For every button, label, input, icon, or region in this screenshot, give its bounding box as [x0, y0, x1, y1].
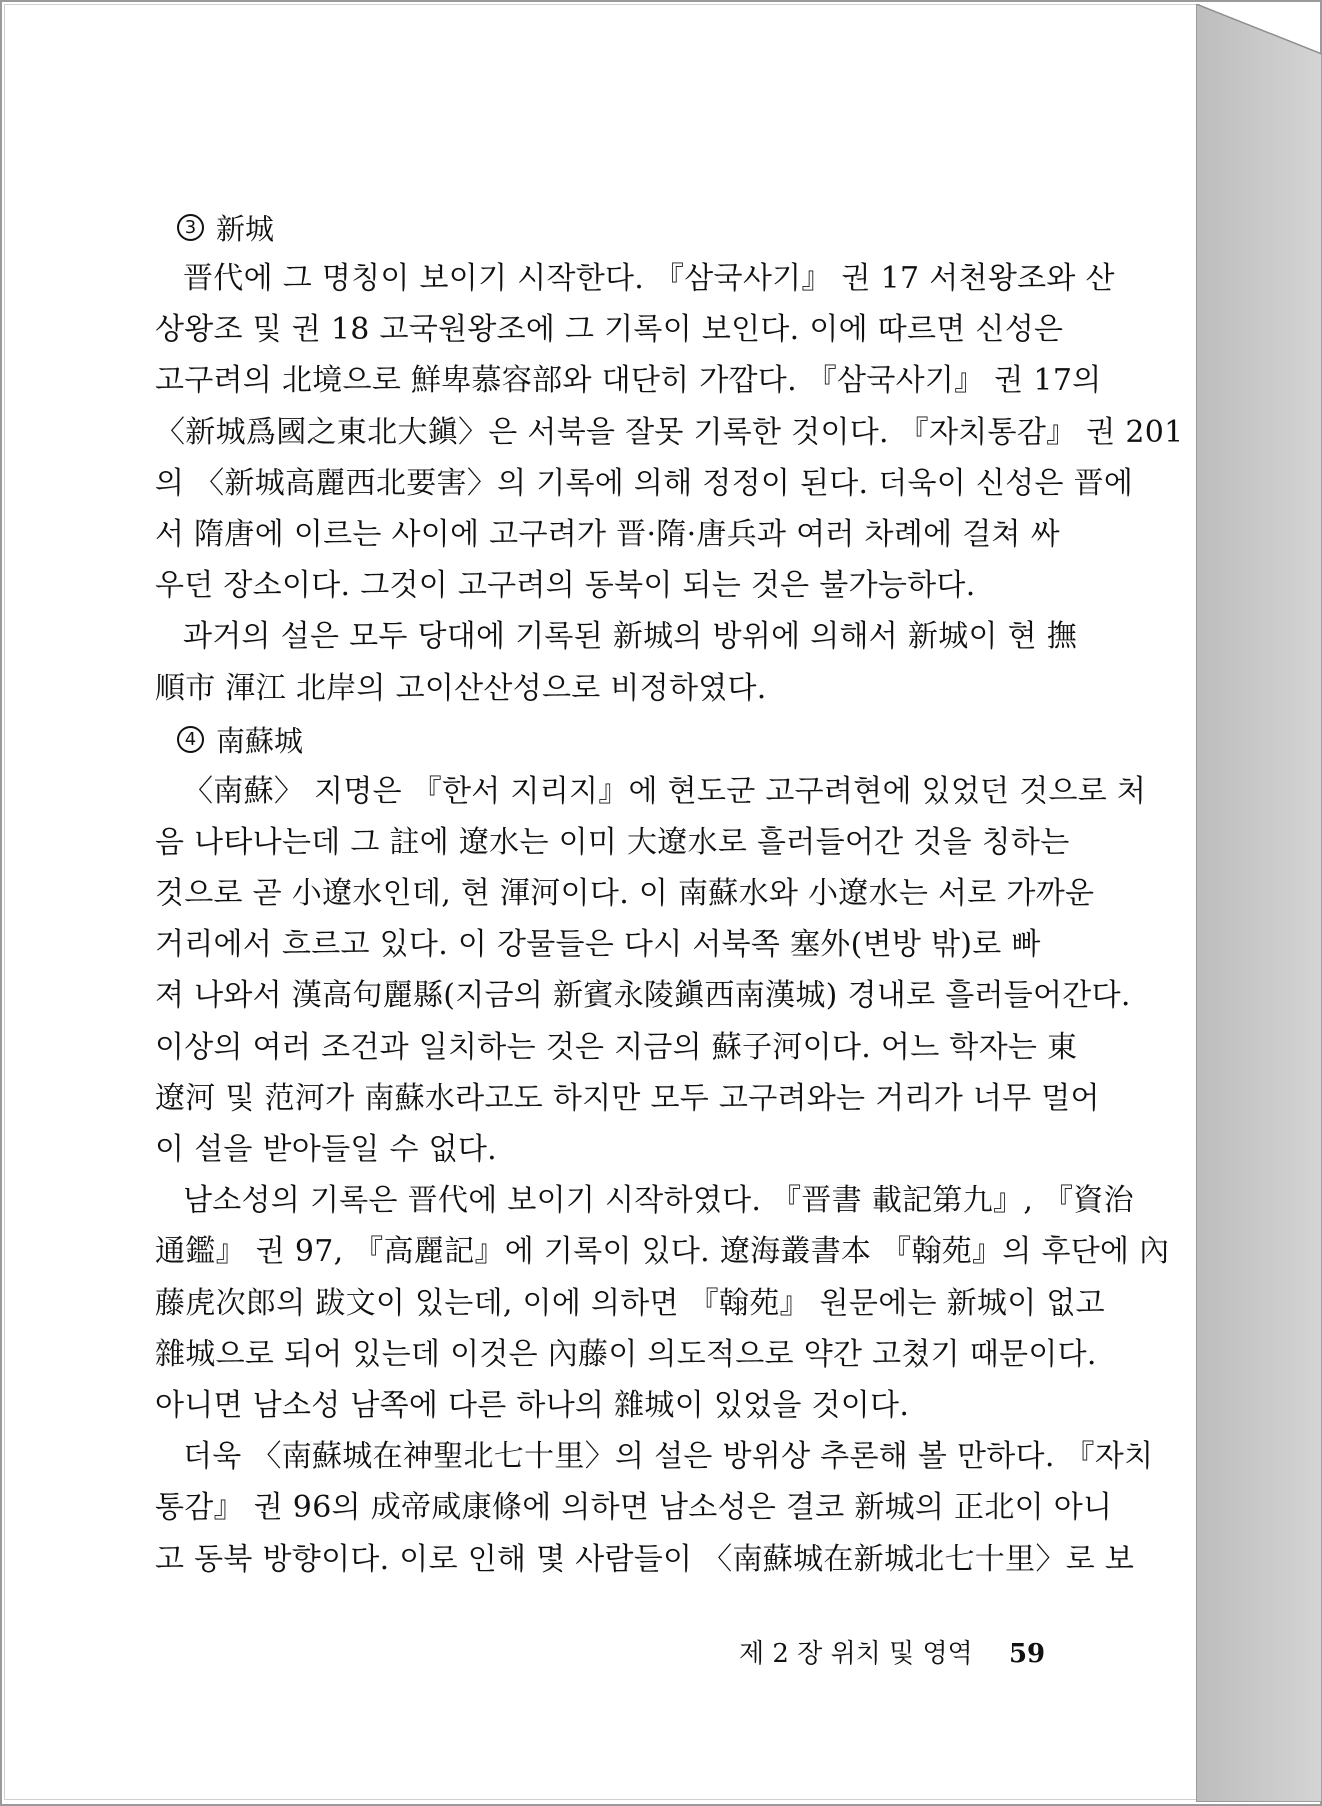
text-line: 고구려의 北境으로 鮮卑慕容部와 대단히 가깝다. 『삼국사기』 권 17의	[155, 363, 1102, 399]
section-heading-3	[177, 201, 1055, 253]
section-heading-4	[177, 714, 1055, 766]
text-line: 음 나타나는데 그 註에 遼水는 이미 大遼水로 흘러들어간 것을 칭하는	[155, 824, 1070, 860]
text-line: 우던 장소이다. 그것이 고구려의 동북이 되는 것은 불가능하다.	[155, 568, 976, 604]
text-line: 더욱 〈南蘇城在神聖北七十里〉의 설은 방위상 추론해 볼 만하다. 『자치	[183, 1439, 1154, 1475]
page-content	[155, 201, 1184, 1585]
text-line: 이상의 여러 조건과 일치하는 것은 지금의 蘇子河이다. 어느 학자는 東	[155, 1029, 1078, 1065]
text-line: 남소성의 기록은 晋代에 보이기 시작하였다. 『晋書 載記第九』, 『資治	[183, 1183, 1134, 1219]
book-page	[4, 4, 1200, 1800]
chapter-label: 제 2 장 위치 및 영역	[739, 1639, 973, 1669]
text-line: 것으로 곧 小遼水인데, 현 渾河이다. 이 南蘇水와 小遼水는 서로 가까운	[155, 876, 1095, 912]
text-line: 이 설을 받아들일 수 없다.	[155, 1132, 497, 1167]
text-line: 상왕조 및 권 18 고국원왕조에 그 기록이 보인다. 이에 따르면 신성은	[155, 312, 1064, 348]
text-line: 과거의 설은 모두 당대에 기록된 新城의 방위에 의해서 新城이 현 撫	[183, 619, 1078, 655]
text-line: 雜城으로 되어 있는데 이것은 內藤이 의도적으로 약간 고쳤기 때문이다.	[155, 1336, 1097, 1372]
text-line: 順市 渾江 北岸의 고이산산성으로 비정하였다.	[155, 670, 767, 706]
book-side-edge	[1196, 4, 1322, 1802]
text-line: 〈南蘇〉 지명은 『한서 지리지』에 현도군 고구려현에 있었던 것으로 처	[183, 773, 1147, 809]
circled-number: 4	[177, 726, 204, 753]
text-line: 통감』 권 96의 成帝咸康條에 의하면 남소성은 결코 新城의 正北이 아니	[155, 1490, 1113, 1526]
section-title: 新城	[216, 211, 275, 246]
text-line: 거리에서 흐르고 있다. 이 강물들은 다시 서북쪽 塞外(변방 밖)로 빠	[155, 927, 1041, 963]
text-line: 〈新城爲國之東北大鎭〉은 서북을 잘못 기록한 것이다. 『자치통감』 권 201	[155, 414, 1184, 450]
circled-number: 3	[177, 214, 204, 241]
section-title: 南蘇城	[216, 724, 304, 759]
text-line: 의 〈新城高麗西北要害〉의 기록에 의해 정정이 된다. 더욱이 신성은 晋에	[155, 465, 1134, 501]
page-footer	[739, 1633, 1059, 1670]
text-line: 晋代에 그 명칭이 보이기 시작한다. 『삼국사기』 권 17 서천왕조와 산	[183, 261, 1115, 296]
text-line: 져 나와서 漢高句麗縣(지금의 新賓永陵鎭西南漢城) 경내로 흘러들어간다.	[155, 978, 1131, 1014]
text-line: 아니면 남소성 남쪽에 다른 하나의 雜城이 있었을 것이다.	[155, 1387, 910, 1423]
page-number: 59	[1008, 1639, 1046, 1669]
text-line: 고 동북 방향이다. 이로 인해 몇 사람들이 〈南蘇城在新城北七十里〉로 보	[155, 1541, 1135, 1577]
text-line: 遼河 및 范河가 南蘇水라고도 하지만 모두 고구려와는 거리가 너무 멀어	[155, 1080, 1100, 1116]
text-line: 通鑑』 권 97, 『高麗記』에 기록이 있다. 遼海叢書本 『翰苑』의 후단에 內	[155, 1234, 1170, 1270]
text-line: 서 隋唐에 이르는 사이에 고구려가 晋·隋·唐兵과 여러 차례에 걸쳐 싸	[155, 516, 1060, 552]
text-line: 藤虎次郎의 跋文이 있는데, 이에 의하면 『翰苑』 원문에는 新城이 없고	[155, 1285, 1105, 1321]
